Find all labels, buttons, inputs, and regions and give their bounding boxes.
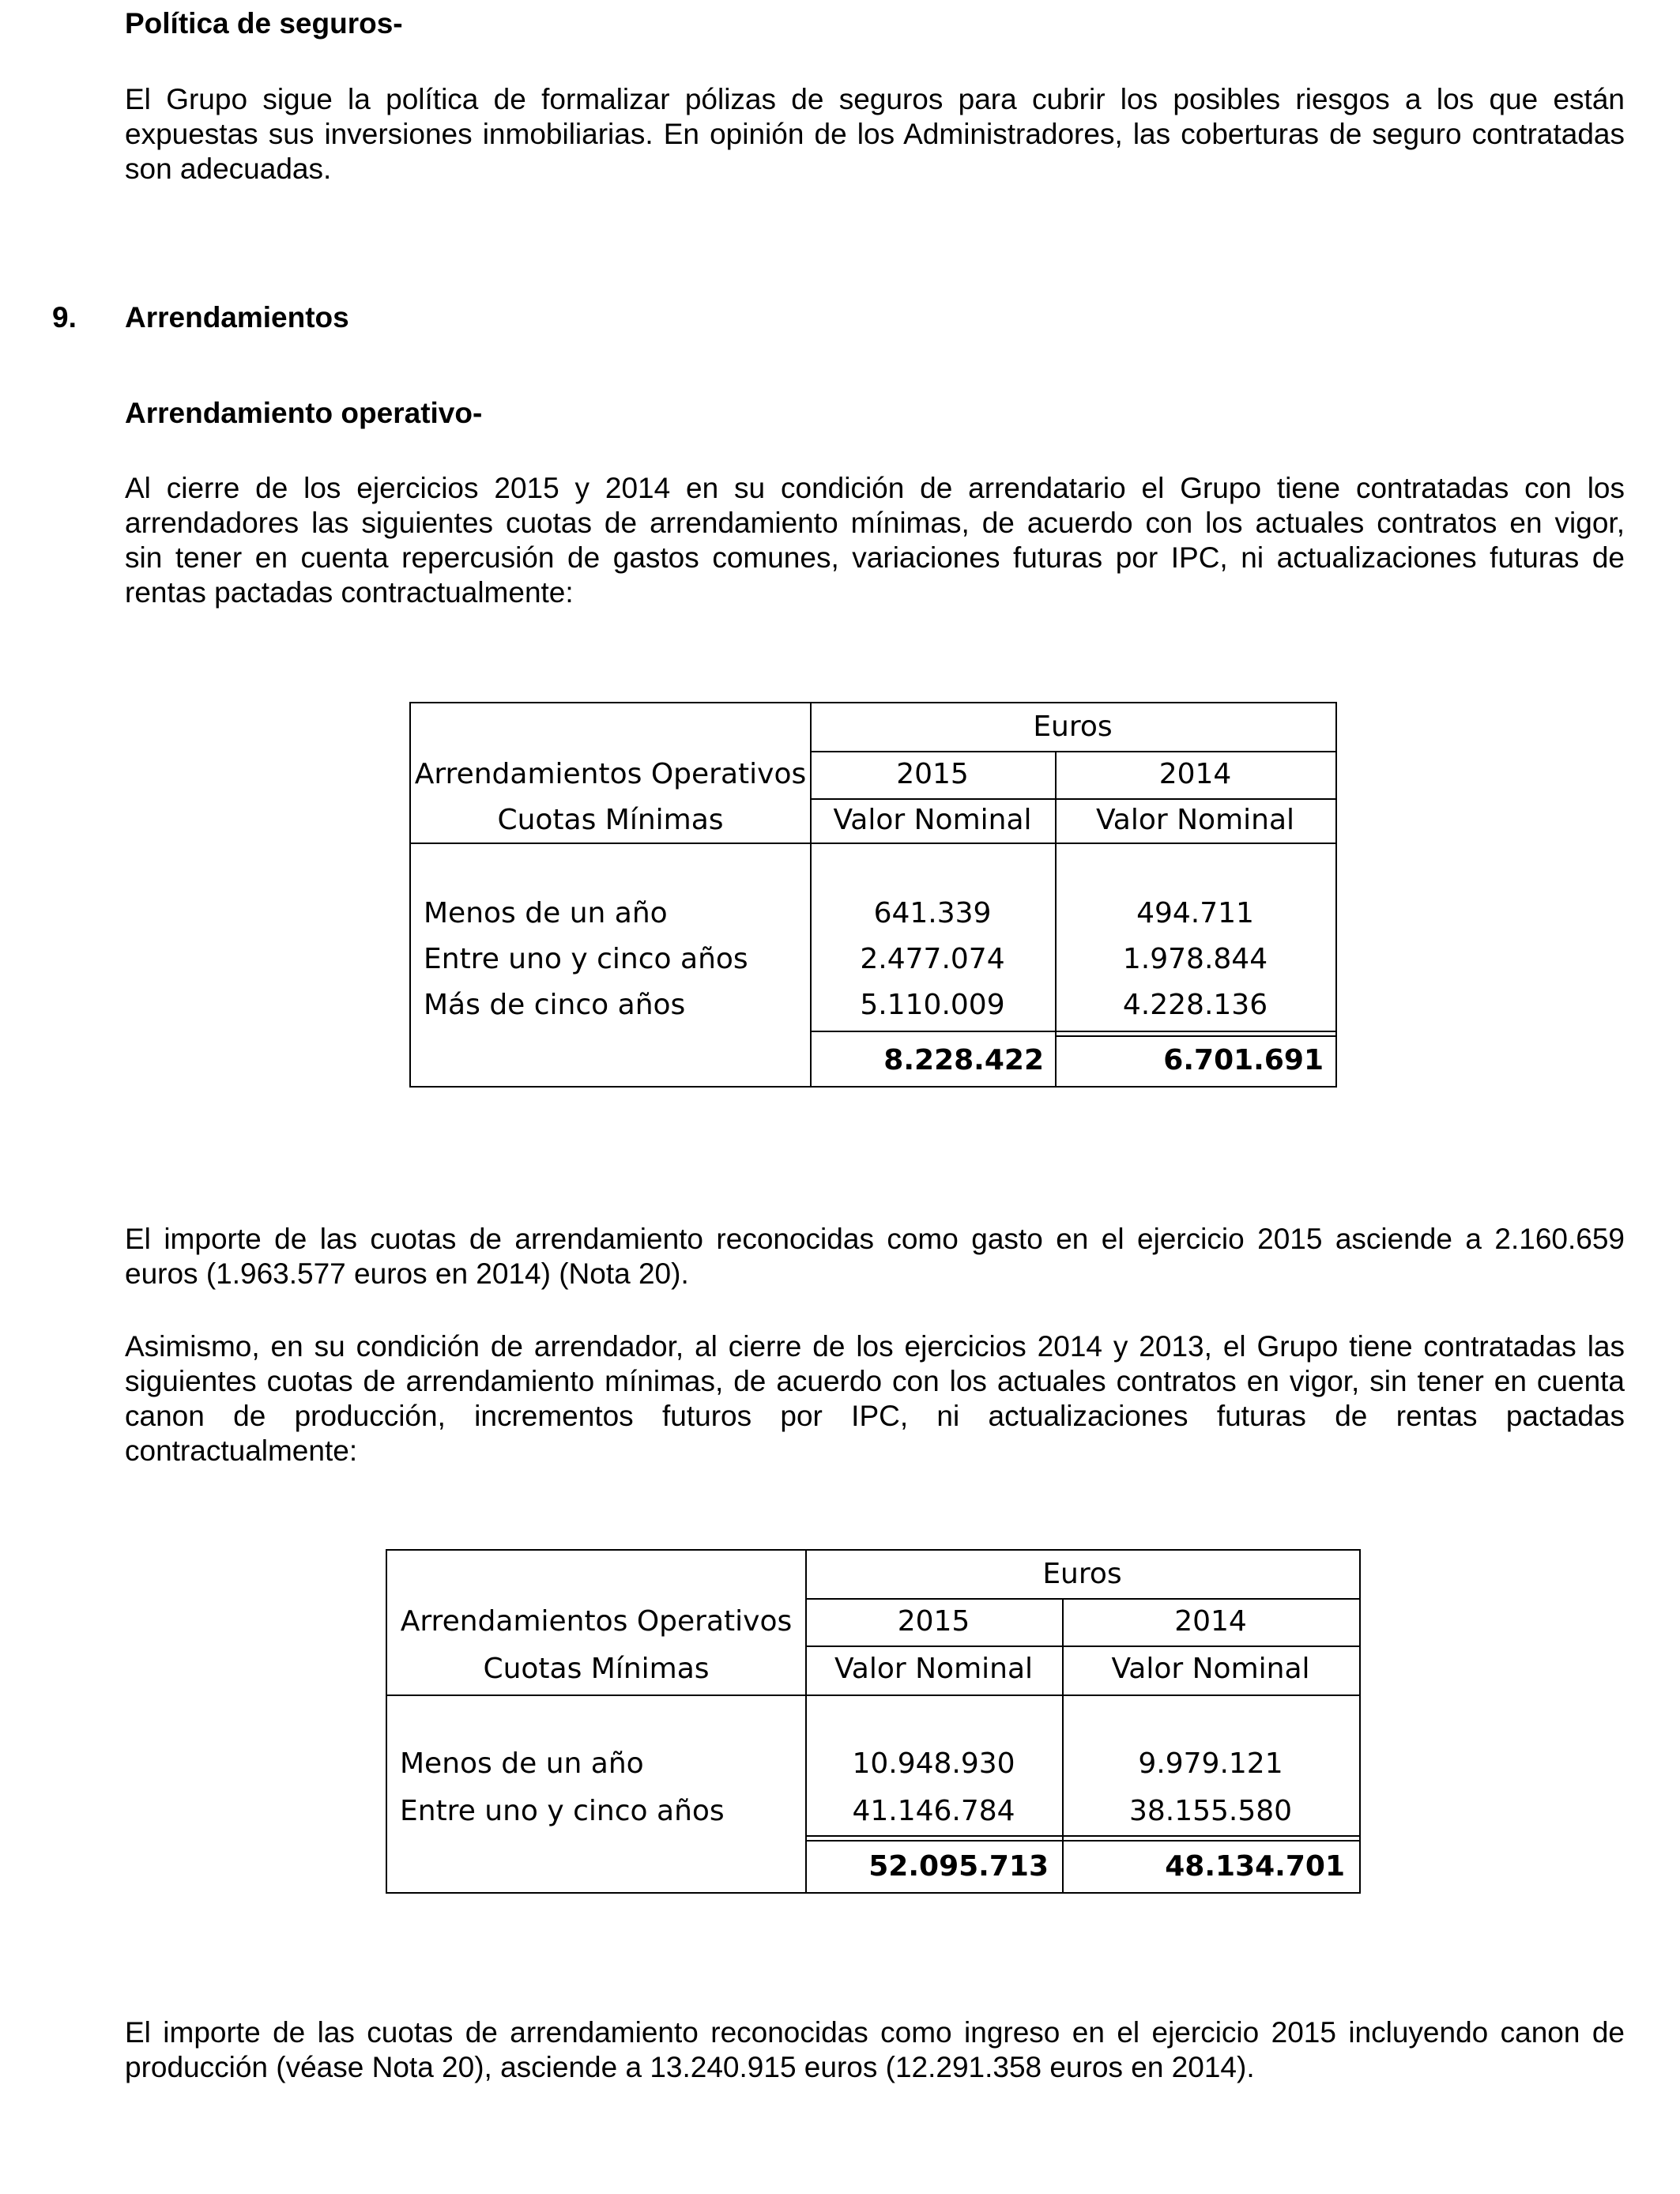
- table2-year-2014: 2014: [1174, 1605, 1247, 1638]
- insurance-line-2: expuestas sus inversiones inmobiliarias. En opinión de los Administradores, las coberturas de seguro contratadas: [125, 118, 1625, 150]
- table1-label-header-1: Arrendamientos Operativos: [414, 758, 807, 790]
- table2-row-value-2014: 38.155.580: [1128, 1795, 1293, 1827]
- table1-year-2014: 2014: [1158, 758, 1232, 790]
- expense-line-1: El importe de las cuotas de arrendamiento reconocidas como gasto en el ejercicio 2015 asciende a 2.160.659: [125, 1223, 1625, 1255]
- operating-line-2: arrendadores las siguientes cuotas de arrendamiento mínimas, de acuerdo con los actuales contratos en vigor,: [125, 507, 1625, 539]
- table1-label-header-2: Cuotas Mínimas: [497, 804, 724, 836]
- operating-line-1: Al cierre de los ejercicios 2015 y 2014 en su condición de arrendatario el Grupo tiene contratadas con los: [125, 472, 1625, 504]
- table2-sub-2014: Valor Nominal: [1111, 1653, 1310, 1685]
- income-line-1: El importe de las cuotas de arrendamiento reconocidas como ingreso en el ejercicio 2015 incluyendo canon de: [125, 2016, 1625, 2049]
- table1-row-value-2014: 1.978.844: [1122, 943, 1268, 975]
- table1-row-label: Entre uno y cinco años: [424, 943, 748, 975]
- insurance-heading: Política de seguros-: [125, 7, 403, 40]
- operating-lease-heading: Arrendamiento operativo-: [125, 397, 483, 429]
- expense-paragraph: [125, 1222, 1625, 1291]
- lessee-lease-table: [409, 702, 1337, 1088]
- table2-row-value-2015: 41.146.784: [852, 1795, 1015, 1827]
- income-paragraph: [125, 2015, 1625, 2085]
- table2-label-header-1: Arrendamientos Operativos: [400, 1605, 793, 1638]
- table1-row-value-2015: 5.110.009: [860, 989, 1005, 1021]
- insurance-line-3: son adecuadas.: [125, 153, 332, 185]
- table1-currency-header: Euros: [1033, 711, 1113, 743]
- table1-row-value-2015: 641.339: [873, 897, 992, 929]
- table2-row-value-2014: 9.979.121: [1138, 1747, 1283, 1780]
- table2-row-value-2015: 10.948.930: [852, 1747, 1015, 1780]
- table2-sub-2015: Valor Nominal: [834, 1653, 1034, 1685]
- insurance-line-1: El Grupo sigue la política de formalizar pólizas de seguros para cubrir los posibles riesgos a los que están: [125, 83, 1625, 115]
- operating-line-4: rentas pactadas contractualmente:: [125, 576, 574, 609]
- operating-lease-paragraph: [125, 471, 1625, 610]
- table2-total-2014: 48.134.701: [1165, 1850, 1345, 1883]
- table1-total-2015: 8.228.422: [883, 1044, 1044, 1076]
- table1-sub-2015: Valor Nominal: [833, 804, 1032, 836]
- table1-row-value-2014: 494.711: [1136, 897, 1254, 929]
- table2-year-2015: 2015: [897, 1605, 970, 1638]
- lessor-line-4: contractualmente:: [125, 1434, 358, 1467]
- lessor-line-1: Asimismo, en su condición de arrendador, al cierre de los ejercicios 2014 y 2013, el Grupo tiene contratadas las: [125, 1330, 1625, 1363]
- table1-row-value-2015: 2.477.074: [860, 943, 1005, 975]
- section-title: Arrendamientos: [125, 301, 349, 334]
- table1-total-2014: 6.701.691: [1163, 1044, 1324, 1076]
- table2-currency-header: Euros: [1042, 1558, 1122, 1590]
- table1-row-label: Menos de un año: [424, 897, 668, 929]
- table1-row-value-2014: 4.228.136: [1122, 989, 1268, 1021]
- section-number: 9.: [52, 301, 77, 334]
- income-line-2: producción (véase Nota 20), asciende a 13.240.915 euros (12.291.358 euros en 2014).: [125, 2051, 1255, 2083]
- table1-row-label: Más de cinco años: [424, 989, 686, 1021]
- insurance-paragraph: [125, 82, 1625, 187]
- expense-line-2: euros (1.963.577 euros en 2014) (Nota 20).: [125, 1257, 689, 1290]
- lessor-line-3: canon de producción, incrementos futuros por IPC, ni actualizaciones futuras de rentas pactadas: [125, 1400, 1625, 1432]
- table2-row-label: Menos de un año: [400, 1747, 644, 1780]
- lessor-line-2: siguientes cuotas de arrendamiento mínimas, de acuerdo con los actuales contratos en vigor, sin tener en cuenta: [125, 1365, 1625, 1397]
- table2-row-label: Entre uno y cinco años: [400, 1795, 725, 1827]
- table1-year-2015: 2015: [896, 758, 969, 790]
- table2-label-header-2: Cuotas Mínimas: [483, 1653, 710, 1685]
- operating-line-3: sin tener en cuenta repercusión de gastos comunes, variaciones futuras por IPC, ni actualizaciones futuras de: [125, 541, 1625, 574]
- table2-total-2015: 52.095.713: [868, 1850, 1049, 1883]
- table1-sub-2014: Valor Nominal: [1095, 804, 1295, 836]
- lessor-paragraph: [125, 1329, 1625, 1468]
- lessor-lease-table: [386, 1549, 1361, 1894]
